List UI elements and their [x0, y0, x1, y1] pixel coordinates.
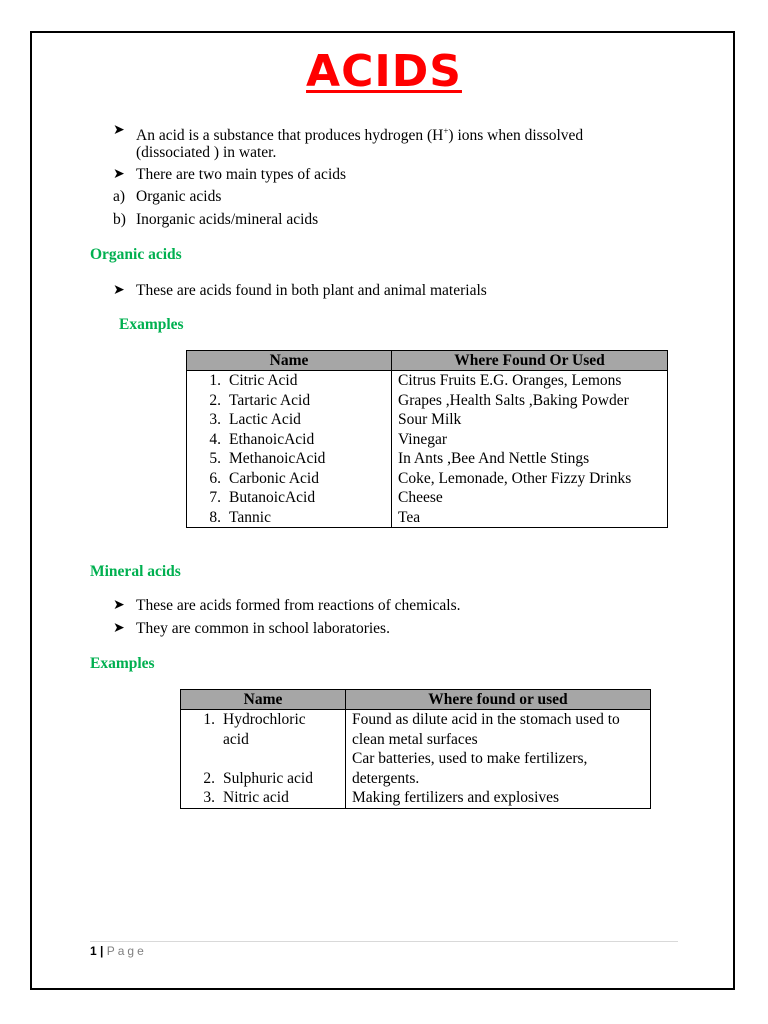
acid-name: EthanoicAcid [229, 430, 315, 448]
organic-bullet: These are acids found in both plant and animal materials [136, 282, 487, 299]
document-title: ACIDS [306, 46, 462, 97]
acid-name: Sulphuric acid [223, 769, 313, 787]
acid-usage: Making fertilizers and explosives [346, 788, 651, 808]
acid-usage: Sour Milk [392, 410, 668, 430]
table-row: 7. ButanoicAcid Cheese [187, 488, 668, 508]
page-number: 1 [90, 944, 97, 958]
mineral-bullet-1: These are acids formed from reactions of chemicals. [136, 597, 461, 614]
page-label: Page [106, 944, 147, 958]
acid-name: MethanoicAcid [229, 450, 326, 467]
acid-name: ButanoicAcid [229, 489, 316, 506]
list-marker-a: a) [113, 188, 126, 205]
acid-usage: Tea [392, 508, 668, 528]
examples-heading-mineral: Examples [90, 655, 155, 672]
acid-usage: Car batteries, used to make fertilizers, [352, 750, 588, 767]
arrow-bullet-icon: ➤ [113, 167, 125, 182]
table-header-name: Name [181, 690, 346, 710]
table-row: 4. EthanoicAcid Vinegar [187, 430, 668, 450]
list-item-inorganic: Inorganic acids/mineral acids [136, 211, 319, 228]
table-row: 1. Hydrochloric acid Found as dilute acid in the stomach used to clean metal surfaces [181, 710, 651, 750]
table-row: 6. Carbonic Acid Coke, Lemonade, Other Fizzy Drinks [187, 469, 668, 489]
arrow-bullet-icon: ➤ [113, 598, 125, 613]
acid-usage: Found as dilute acid in the stomach used to [352, 711, 620, 728]
page-footer [90, 944, 147, 958]
acid-usage: Citrus Fruits E.G. Oranges, Lemons [392, 371, 668, 391]
acid-usage: Cheese [392, 488, 668, 508]
table-header-where: Where found or used [346, 690, 651, 710]
mineral-acids-table [180, 689, 651, 809]
table-row: 3. Nitric acid Making fertilizers and explosives [181, 788, 651, 808]
table-row: 3. Lactic Acid Sour Milk [187, 410, 668, 430]
organic-acids-table [186, 350, 668, 528]
acid-name: Hydrochloric [223, 711, 306, 728]
acid-name-cont: acid [223, 730, 249, 748]
acid-usage: In Ants ,Bee And Nettle Stings [392, 449, 668, 469]
table-row: 2. Sulphuric acid Car batteries, used to make fertilizers, detergents. [181, 749, 651, 788]
acid-usage: Grapes ,Health Salts ,Baking Powder [392, 391, 668, 411]
section-heading-organic: Organic acids [90, 246, 182, 263]
acid-name: Tannic [229, 508, 271, 526]
arrow-bullet-icon: ➤ [113, 621, 125, 636]
arrow-bullet-icon: ➤ [113, 123, 125, 138]
list-item-organic: Organic acids [136, 188, 222, 205]
table-row: 5. MethanoicAcid In Ants ,Bee And Nettle Stings [187, 449, 668, 469]
table-header-name: Name [187, 351, 392, 371]
list-marker-b: b) [113, 211, 126, 228]
table-row: 1. Citric Acid Citrus Fruits E.G. Oranges, Lemons [187, 371, 668, 391]
section-heading-mineral: Mineral acids [90, 563, 181, 580]
intro-bullet-1-line-1: An acid is a substance that produces hydrogen (H+) ions when dissolved [136, 126, 584, 145]
examples-heading-organic: Examples [119, 316, 184, 333]
acid-name: Citric Acid [229, 372, 298, 389]
intro-bullet-1-line-2: (dissociated ) in water. [136, 144, 277, 161]
arrow-bullet-icon: ➤ [113, 283, 125, 298]
acid-name: Tartaric Acid [229, 391, 311, 409]
table-row: 2. Tartaric Acid Grapes ,Health Salts ,Baking Powder [187, 391, 668, 411]
acid-name: Nitric acid [223, 789, 289, 806]
intro-bullet-2: There are two main types of acids [136, 166, 347, 183]
mineral-bullet-2: They are common in school laboratories. [136, 620, 390, 637]
footer-divider [90, 941, 678, 942]
table-row: 8. Tannic Tea [187, 508, 668, 528]
table-header-where: Where Found Or Used [392, 351, 668, 371]
acid-usage: Vinegar [392, 430, 668, 450]
footer-separator: | [100, 944, 104, 958]
acid-usage-cont: detergents. [352, 769, 420, 787]
acid-name: Carbonic Acid [229, 469, 319, 487]
acid-usage: Coke, Lemonade, Other Fizzy Drinks [392, 469, 668, 489]
acid-usage-cont: clean metal surfaces [352, 730, 478, 748]
acid-name: Lactic Acid [229, 411, 301, 428]
